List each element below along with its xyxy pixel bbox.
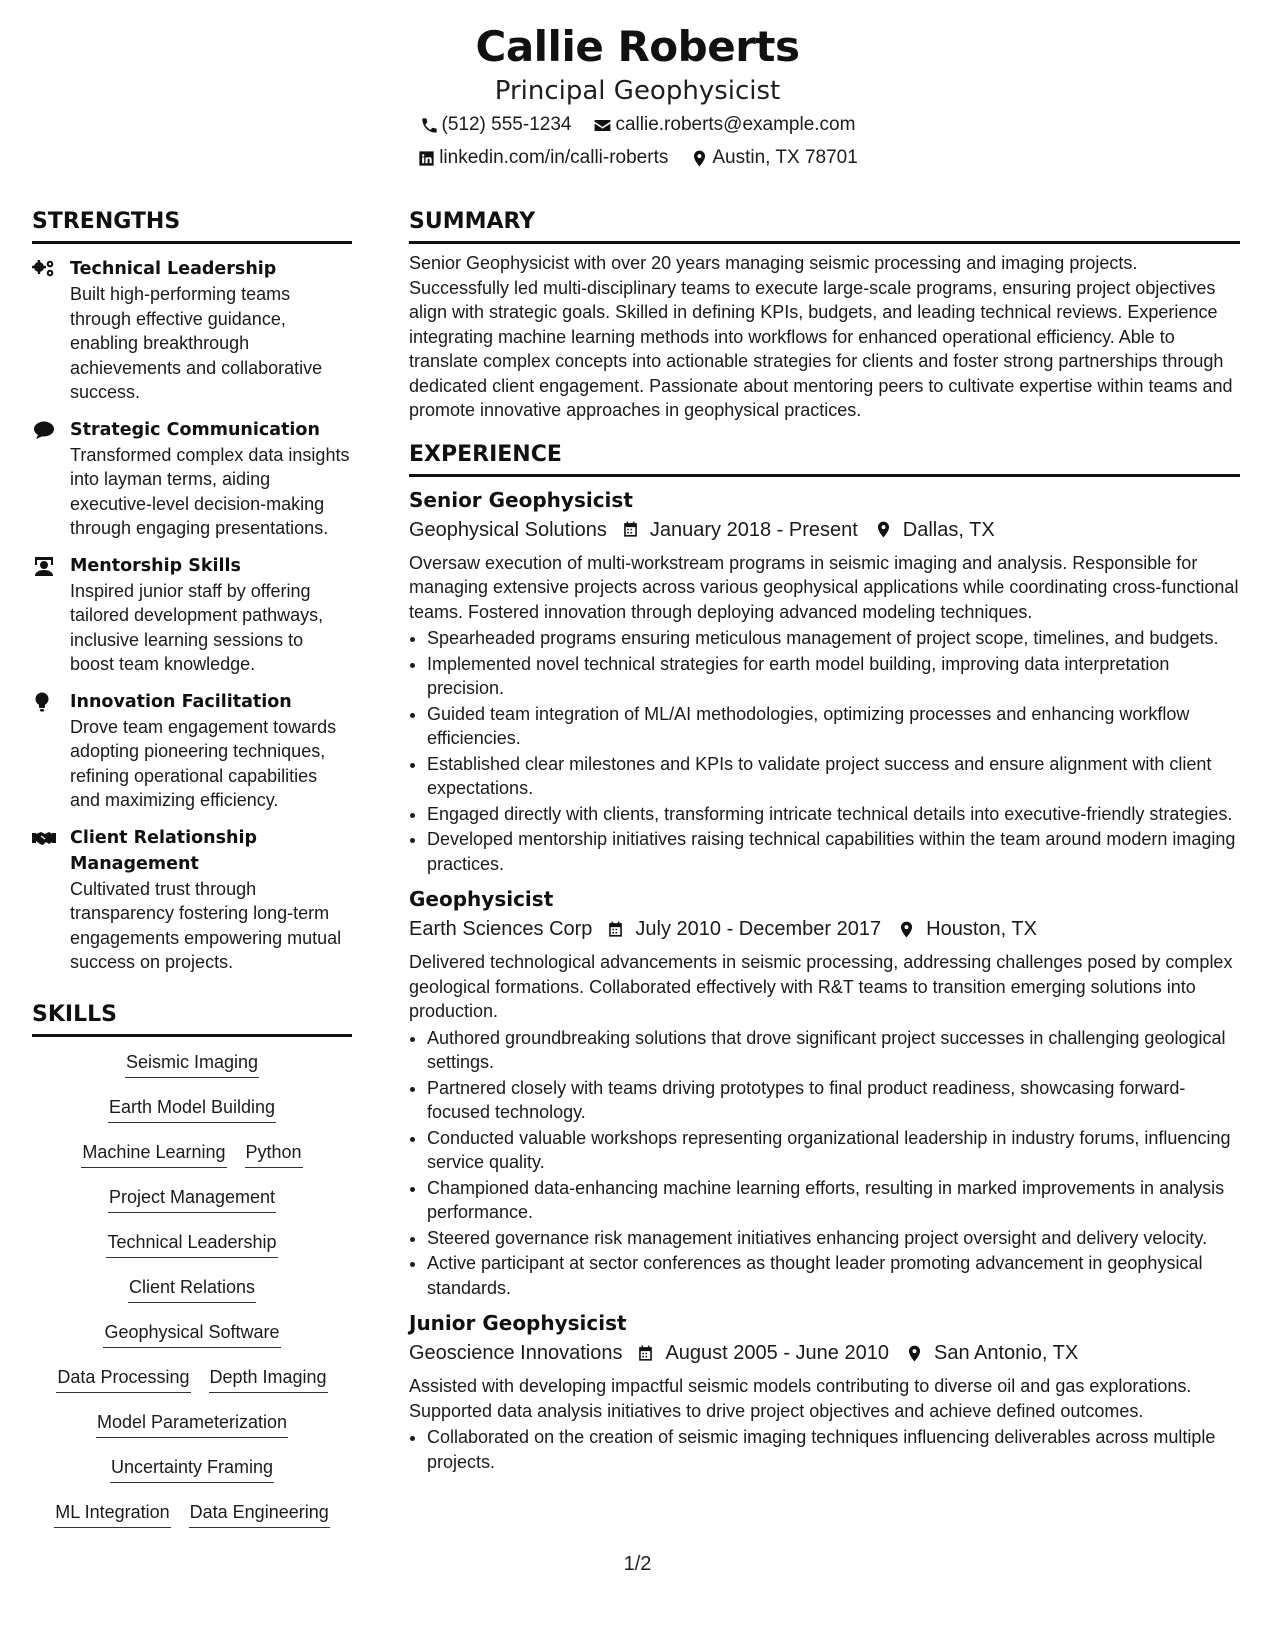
job-location: Dallas, TX bbox=[902, 518, 995, 541]
job-bullets bbox=[409, 1026, 1240, 1301]
skill-tag: ML Integration bbox=[54, 1499, 170, 1528]
skill-tag: Model Parameterization bbox=[96, 1409, 288, 1438]
job-bullet: • Conducted valuable workshops representing organizational leadership in industry forums, influencing service quality. bbox=[427, 1126, 1240, 1175]
job-location: San Antonio, TX bbox=[933, 1342, 1079, 1364]
phone-icon bbox=[420, 116, 439, 135]
strength-description: Built high-performing teams through effective guidance, enabling breakthrough achievements and collaborative success. bbox=[70, 284, 323, 402]
strength-title: Strategic Communication bbox=[70, 419, 320, 440]
strengths-heading: STRENGTHS bbox=[32, 204, 352, 244]
skill-row bbox=[32, 1139, 352, 1184]
skill-tag: Technical Leadership bbox=[106, 1229, 277, 1258]
left-column bbox=[32, 204, 352, 1544]
map-pin-icon bbox=[905, 1344, 924, 1363]
candidate-title: Principal Geophysicist bbox=[494, 76, 781, 106]
skill-row bbox=[32, 1049, 352, 1094]
strength-description: Transformed complex data insights into layman terms, aiding executive-level decision-making through engaging presentations. bbox=[70, 444, 350, 538]
skill-tag: Earth Model Building bbox=[108, 1094, 276, 1123]
skill-tag: Uncertainty Framing bbox=[110, 1454, 274, 1483]
summary-heading: SUMMARY bbox=[409, 204, 1240, 244]
job-bullet: • Championed data-enhancing machine learning efforts, resulting in marked improvements in analysis performance. bbox=[427, 1176, 1240, 1225]
linkedin-contact bbox=[417, 142, 668, 174]
map-pin-icon bbox=[690, 149, 709, 168]
experience-section bbox=[409, 437, 1240, 1475]
linkedin-icon bbox=[417, 149, 436, 168]
right-column bbox=[409, 204, 1240, 1475]
job-bullet: • Spearheaded programs ensuring meticulous management of project scope, timelines, and budgets. bbox=[427, 626, 1240, 651]
job-bullet: • Active participant at sector conferences as thought leader promoting advancement in geophysical standards. bbox=[427, 1251, 1240, 1300]
job-entry bbox=[409, 1308, 1240, 1474]
calendar-icon bbox=[606, 920, 625, 939]
skill-row bbox=[32, 1274, 352, 1319]
location-text: Austin, TX 78701 bbox=[712, 147, 858, 168]
calendar-icon bbox=[621, 520, 640, 539]
strength-item bbox=[32, 256, 352, 405]
job-bullet: • Engaged directly with clients, transforming intricate technical details into executive-friendly strategies. bbox=[427, 802, 1240, 827]
job-title: Geophysicist bbox=[409, 887, 554, 911]
candidate-name: Callie Roberts bbox=[475, 22, 800, 71]
skills-heading: SKILLS bbox=[32, 997, 352, 1037]
strength-item bbox=[32, 825, 352, 975]
job-dates: August 2005 - June 2010 bbox=[665, 1342, 889, 1364]
job-bullet: • Established clear milestones and KPIs to validate project success and ensure alignment with client expectations. bbox=[427, 752, 1240, 801]
job-meta bbox=[409, 914, 1240, 944]
page-number: 1/2 bbox=[623, 1553, 652, 1575]
email-link[interactable]: callie.roberts@example.com bbox=[615, 114, 856, 135]
job-dates: July 2010 - December 2017 bbox=[635, 918, 882, 940]
skills-list bbox=[32, 1037, 352, 1544]
job-company: Earth Sciences Corp bbox=[409, 918, 593, 940]
strength-item bbox=[32, 417, 352, 541]
job-bullet: • Partnered closely with teams driving prototypes to final product readiness, showcasing forward-focused technology. bbox=[427, 1076, 1240, 1125]
resume-header bbox=[0, 20, 1275, 174]
strength-item bbox=[32, 553, 352, 677]
skill-row bbox=[32, 1454, 352, 1499]
job-meta bbox=[409, 1338, 1240, 1368]
teacher-icon bbox=[32, 556, 56, 576]
skill-row bbox=[32, 1184, 352, 1229]
job-title: Senior Geophysicist bbox=[409, 487, 633, 512]
gears-icon bbox=[32, 259, 56, 279]
skill-row bbox=[32, 1094, 352, 1139]
skill-tag: Geophysical Software bbox=[103, 1319, 280, 1348]
skill-tag: Client Relations bbox=[128, 1274, 256, 1303]
job-meta bbox=[409, 515, 1240, 545]
skill-tag: Data Processing bbox=[56, 1364, 190, 1393]
skill-tag: Python bbox=[245, 1139, 303, 1168]
job-company: Geoscience Innovations bbox=[409, 1342, 623, 1364]
job-bullet: • Implemented novel technical strategies for earth model building, improving data interpretation precision. bbox=[427, 652, 1240, 701]
job-bullets bbox=[409, 1425, 1240, 1474]
handshake-icon bbox=[32, 828, 56, 848]
summary-text: Senior Geophysicist with over 20 years managing seismic processing and imaging projects. Successfully led multi-disciplinary teams to execute large-scale programs, ensuring project objectives align with strategic goals. Skilled in defining KPIs, budgets, and leading technical reviews. Experience integrating machine learning methods into workflows for enhanced operational efficiency. Able to translate complex concepts into actionable strategies for clients and foster strong partnerships through dedicated client engagement. Passionate about mentoring peers to cultivate expertise within teams and promote innovative approaches in geophysical practices. bbox=[409, 253, 1233, 420]
skill-row bbox=[32, 1499, 352, 1544]
contact-row-2 bbox=[0, 142, 1275, 174]
job-bullet: • Steered governance risk management initiatives enhancing project oversight and delivery velocity. bbox=[427, 1226, 1240, 1251]
job-location: Houston, TX bbox=[926, 918, 1037, 940]
strengths-section bbox=[32, 204, 352, 975]
skill-row bbox=[32, 1319, 352, 1364]
skill-row bbox=[32, 1229, 352, 1274]
job-bullet: • Developed mentorship initiatives raising technical capabilities within the team around modern imaging practices. bbox=[427, 827, 1240, 876]
skill-tag: Depth Imaging bbox=[209, 1364, 328, 1393]
job-entry bbox=[409, 485, 1240, 877]
phone-text[interactable]: (512) 555-1234 bbox=[441, 114, 572, 135]
strength-title: Client Relationship Management bbox=[70, 827, 258, 874]
comment-icon bbox=[32, 420, 56, 440]
map-pin-icon bbox=[874, 520, 893, 539]
job-description: Assisted with developing impactful seismic models contributing to diverse oil and gas explorations. Supported data analysis initiatives to drive project objectives and achieve defined outcomes. bbox=[409, 1376, 1192, 1421]
strength-title: Mentorship Skills bbox=[70, 555, 241, 576]
job-bullet: • Collaborated on the creation of seismic imaging techniques influencing deliverables across multiple projects. bbox=[427, 1425, 1240, 1474]
skill-tag: Data Engineering bbox=[189, 1499, 330, 1528]
strength-title: Innovation Facilitation bbox=[70, 691, 292, 712]
job-description: Delivered technological advancements in seismic processing, addressing challenges posed by complex geological formations. Collaborated effectively with R&T teams to transition emerging solutions into production. bbox=[409, 952, 1233, 1021]
skills-section bbox=[32, 997, 352, 1544]
experience-heading: EXPERIENCE bbox=[409, 437, 1240, 477]
strength-description: Drove team engagement towards adopting pioneering techniques, refining operational capabilities and maximizing efficiency. bbox=[70, 716, 337, 810]
job-title: Junior Geophysicist bbox=[409, 1311, 627, 1335]
strength-item bbox=[32, 689, 352, 813]
skill-tag: Machine Learning bbox=[81, 1139, 226, 1168]
strength-description: Cultivated trust through transparency fostering long-term engagements empowering mutual success on projects. bbox=[70, 878, 342, 972]
contact-row-1 bbox=[0, 109, 1275, 141]
job-bullets bbox=[409, 626, 1240, 876]
strength-description: Inspired junior staff by offering tailored development pathways, inclusive learning sessions to boost team knowledge. bbox=[70, 580, 324, 674]
job-bullet: • Authored groundbreaking solutions that drove significant project successes in challenging geological settings. bbox=[427, 1026, 1240, 1075]
skill-row bbox=[32, 1364, 352, 1409]
strength-title: Technical Leadership bbox=[70, 259, 277, 279]
skill-row bbox=[32, 1409, 352, 1454]
linkedin-link[interactable]: linkedin.com/in/calli-roberts bbox=[439, 147, 669, 168]
job-entry bbox=[409, 884, 1240, 1300]
map-pin-icon bbox=[897, 920, 916, 939]
summary-section bbox=[409, 204, 1240, 423]
job-dates: January 2018 - Present bbox=[649, 518, 858, 541]
job-description: Oversaw execution of multi-workstream programs in seismic imaging and analysis. Responsible for managing extensive projects across various geophysical applications while coordinating cross-functional teams. Fostered innovation through deploying advanced modeling techniques. bbox=[409, 552, 1239, 622]
skill-tag: Project Management bbox=[108, 1184, 276, 1213]
job-bullet: • Guided team integration of ML/AI methodologies, optimizing processes and enhancing workflow efficiencies. bbox=[427, 702, 1240, 751]
lightbulb-icon bbox=[32, 692, 56, 712]
skill-tag: Seismic Imaging bbox=[125, 1049, 259, 1078]
calendar-icon bbox=[636, 1344, 655, 1363]
location-contact bbox=[690, 142, 857, 174]
job-company: Geophysical Solutions bbox=[409, 518, 607, 541]
envelope-icon bbox=[593, 116, 612, 135]
phone-contact bbox=[420, 109, 572, 141]
email-contact bbox=[593, 109, 855, 141]
